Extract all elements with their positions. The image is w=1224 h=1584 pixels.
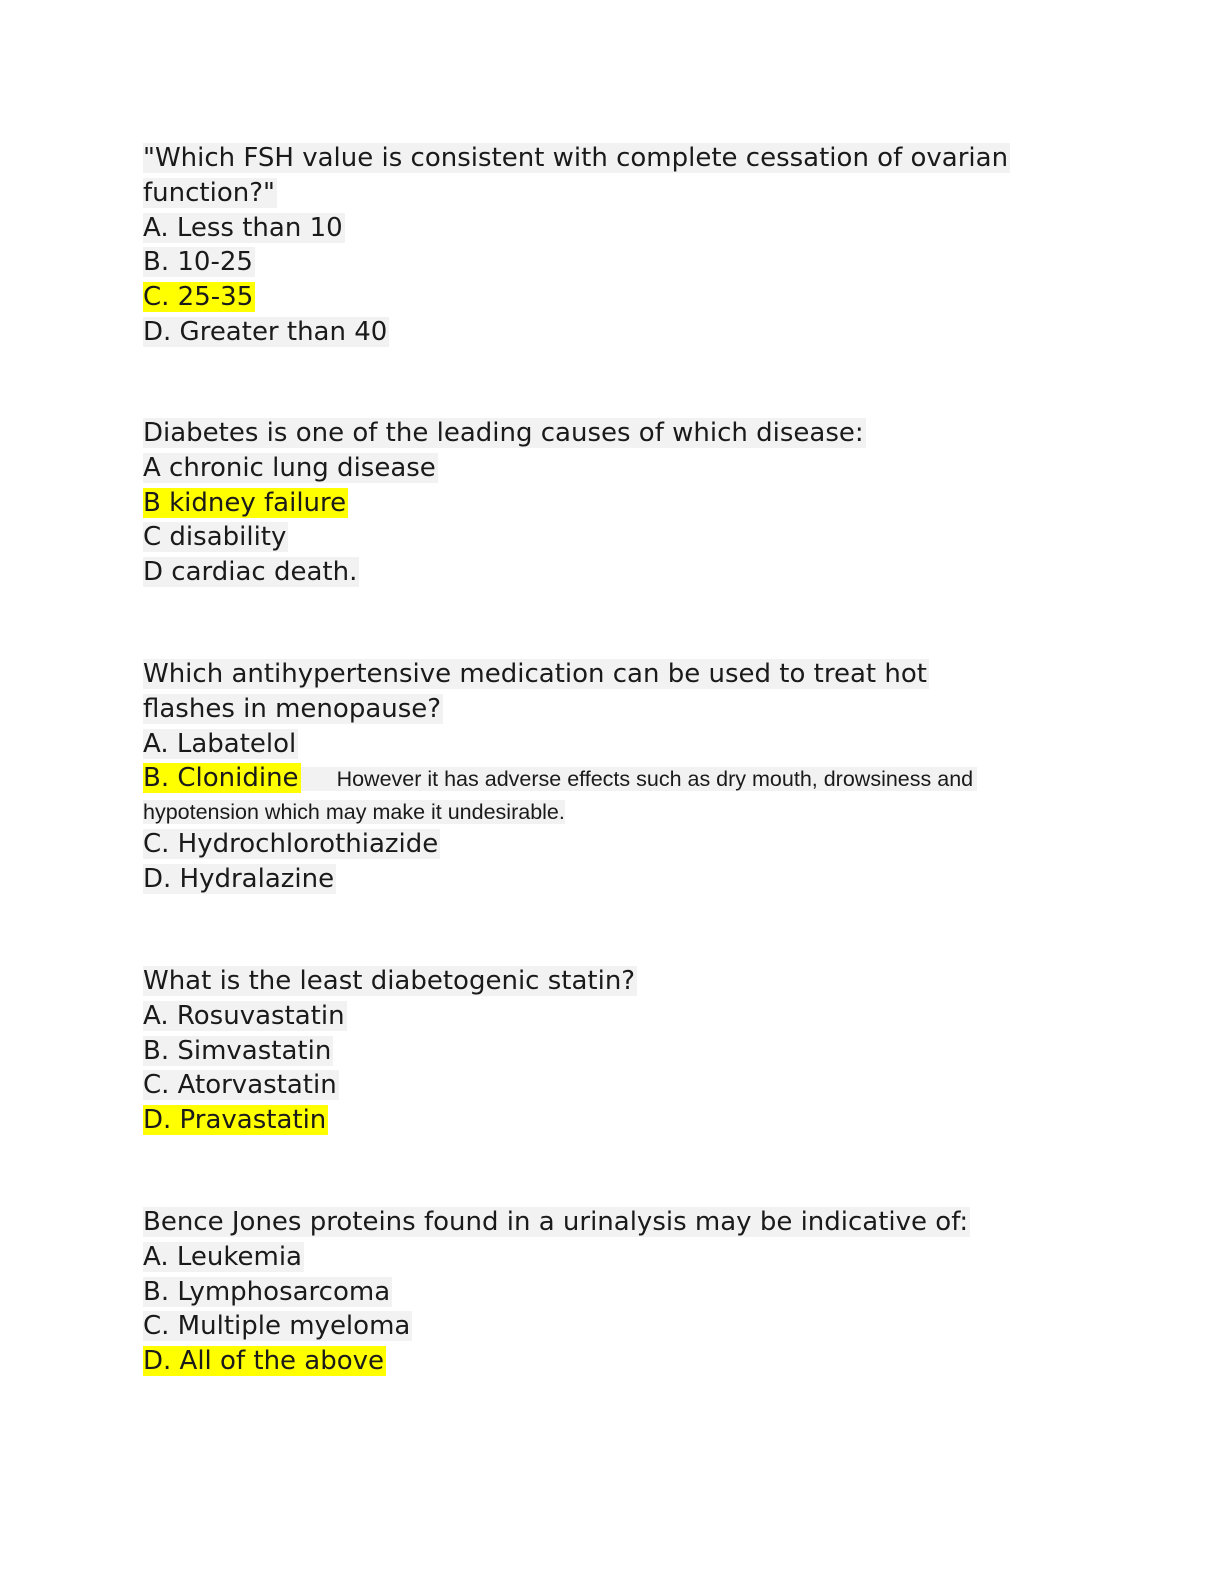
- question-2: [143, 416, 1083, 590]
- answer-option: C. Atorvastatin: [143, 1070, 337, 1101]
- answer-option: C disability: [143, 522, 287, 553]
- answer-note-continued: hypotension which may make it undesirable.: [143, 800, 565, 825]
- answer-option: C. Multiple myeloma: [143, 1311, 411, 1342]
- answer-option: A. Rosuvastatin: [143, 1000, 345, 1031]
- answer-option: C. Hydrochlorothiazide: [143, 829, 439, 860]
- answer-option: A. Leukemia: [143, 1241, 302, 1272]
- answer-option: D cardiac death.: [143, 557, 358, 588]
- answer-option: A. Less than 10: [143, 212, 343, 243]
- question-stem-line: Bence Jones proteins found in a urinalysis may be indicative of:: [143, 1207, 969, 1237]
- answer-option: B. 10-25: [143, 247, 253, 278]
- answer-option: D. Hydralazine: [143, 863, 335, 894]
- question-stem-line: flashes in menopause?: [143, 693, 442, 724]
- question-stem-line: Diabetes is one of the leading causes of which disease:: [143, 418, 864, 448]
- question-stem-line: "Which FSH value is consistent with complete cessation of ovarian: [143, 143, 1009, 173]
- question-1: [143, 141, 1083, 350]
- question-4: [143, 964, 1083, 1138]
- answer-option: A. Labatelol: [143, 728, 297, 759]
- answer-option-correct: B kidney failure: [143, 487, 347, 518]
- answer-option-correct: C. 25-35: [143, 282, 254, 313]
- question-3: [143, 657, 1083, 897]
- answer-option-correct: D. All of the above: [143, 1346, 385, 1377]
- answer-option: A chronic lung disease: [143, 452, 436, 483]
- answer-option: D. Greater than 40: [143, 316, 388, 347]
- answer-option: B. Simvastatin: [143, 1035, 332, 1066]
- question-stem-line: What is the least diabetogenic statin?: [143, 966, 636, 996]
- question-5: [143, 1205, 1083, 1379]
- answer-note: However it has adverse effects such as dry mouth, drowsiness and: [301, 767, 978, 791]
- answer-option-correct: D. Pravastatin: [143, 1105, 327, 1136]
- answer-option: B. Lymphosarcoma: [143, 1276, 391, 1307]
- question-stem-line: function?": [143, 177, 275, 208]
- answer-option-correct: B. Clonidine However it has adverse effects such as dry mouth, drowsiness and: [143, 761, 1083, 797]
- question-stem-line: Which antihypertensive medication can be used to treat hot: [143, 659, 927, 689]
